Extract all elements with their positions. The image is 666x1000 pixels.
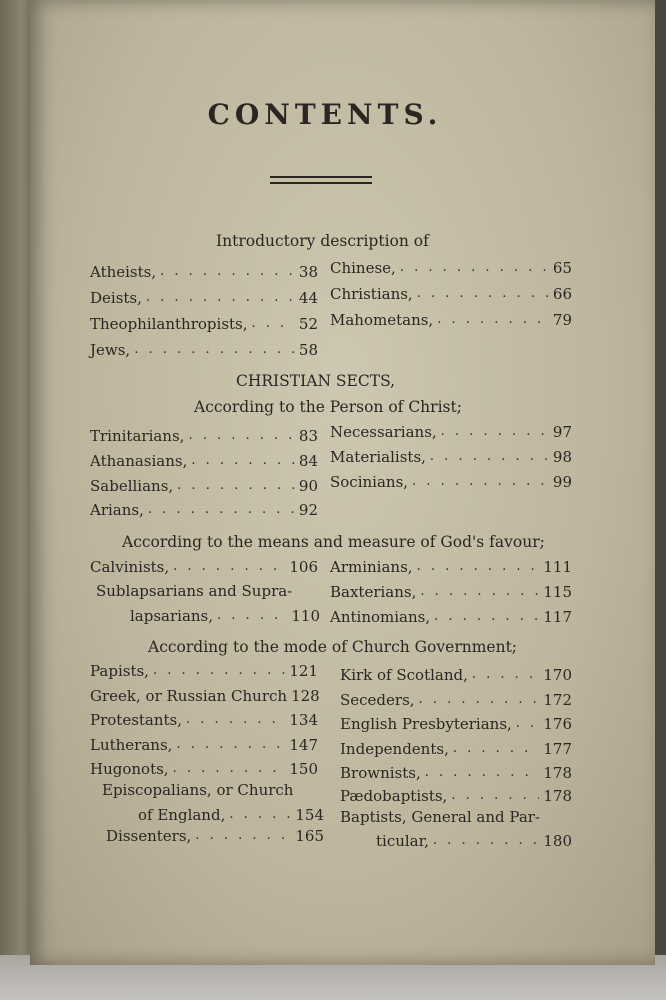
entry-page: 111 bbox=[543, 558, 572, 576]
leader-dots bbox=[176, 735, 285, 755]
entry-name: Lutherans, bbox=[90, 736, 173, 754]
leader-dots bbox=[412, 472, 549, 492]
entry-name: Christians, bbox=[330, 285, 413, 303]
entry-name: Mahometans, bbox=[330, 311, 434, 329]
entry-page: 121 bbox=[289, 662, 318, 680]
toc-entry bbox=[90, 735, 318, 755]
entry-page: 99 bbox=[552, 473, 572, 491]
entry-name: of England, bbox=[138, 806, 226, 824]
leader-dots bbox=[437, 310, 549, 330]
entry-name: English Presbyterians, bbox=[340, 715, 512, 733]
leader-dots bbox=[191, 451, 295, 471]
entry-name: Brownists, bbox=[340, 764, 421, 782]
entry-name: Athanasians, bbox=[90, 452, 188, 470]
entry-page: 180 bbox=[543, 832, 572, 850]
toc-entry bbox=[90, 262, 318, 282]
toc-entry-continued: Baptists, General and Par- bbox=[340, 808, 541, 826]
toc-entry bbox=[90, 314, 318, 334]
leader-dots bbox=[441, 422, 549, 442]
toc-entry-continued: Episcopalians, or Church bbox=[102, 781, 294, 799]
toc-entry bbox=[340, 763, 572, 783]
entry-name: Papists, bbox=[90, 662, 149, 680]
toc-entry bbox=[330, 472, 572, 492]
toc-entry bbox=[90, 426, 318, 446]
entry-page: 150 bbox=[289, 760, 318, 778]
entry-page: 115 bbox=[543, 583, 572, 601]
toc-entry bbox=[330, 422, 572, 442]
toc-entry bbox=[138, 805, 324, 825]
entry-name: Independents, bbox=[340, 740, 449, 758]
entry-name: Chinese, bbox=[330, 259, 396, 277]
government-heading: According to the mode of Church Government; bbox=[148, 638, 518, 656]
leader-dots bbox=[430, 447, 549, 467]
entry-name: Hugonots, bbox=[90, 760, 169, 778]
entry-name: Baxterians, bbox=[330, 583, 417, 601]
toc-entry bbox=[340, 786, 572, 806]
entry-name: lapsarians, bbox=[130, 607, 214, 625]
toc-entry bbox=[330, 258, 572, 278]
toc-entry bbox=[130, 606, 320, 626]
entry-page: 165 bbox=[295, 827, 324, 845]
book-page bbox=[30, 0, 655, 965]
entry-name: Greek, or Russian Church bbox=[90, 687, 288, 705]
entry-name: ticular, bbox=[376, 832, 429, 850]
entry-name: Protestants, bbox=[90, 711, 183, 729]
page-title: CONTENTS. bbox=[207, 98, 443, 131]
entry-name: Socinians, bbox=[330, 473, 409, 491]
favour-heading: According to the means and measure of God's favour; bbox=[122, 533, 545, 551]
leader-dots bbox=[516, 714, 540, 734]
entry-page: 98 bbox=[552, 448, 572, 466]
toc-entry bbox=[330, 557, 572, 577]
toc-entry bbox=[330, 607, 572, 627]
entry-name: Dissenters, bbox=[106, 827, 192, 845]
entry-page: 58 bbox=[298, 341, 318, 359]
toc-entry-continued: Sublapsarians and Supra- bbox=[96, 582, 293, 600]
leader-dots bbox=[146, 288, 295, 308]
leader-dots bbox=[160, 262, 295, 282]
leader-dots bbox=[153, 661, 285, 681]
toc-entry bbox=[330, 310, 572, 330]
entry-page: 92 bbox=[298, 501, 318, 519]
toc-entry bbox=[90, 686, 318, 706]
entry-page: 172 bbox=[543, 691, 572, 709]
entry-name: Necessarians, bbox=[330, 423, 437, 441]
toc-entry bbox=[330, 284, 572, 304]
leader-dots bbox=[217, 606, 287, 626]
leader-dots bbox=[451, 786, 539, 806]
toc-entry bbox=[90, 451, 318, 471]
entry-name: Pædobaptists, bbox=[340, 787, 448, 805]
leader-dots bbox=[417, 557, 540, 577]
leader-dots bbox=[173, 759, 286, 779]
entry-name: Materialists, bbox=[330, 448, 426, 466]
leader-dots bbox=[419, 690, 540, 710]
entry-page: 38 bbox=[298, 263, 318, 281]
leader-dots bbox=[472, 665, 539, 685]
entry-page: 79 bbox=[552, 311, 572, 329]
entry-page: 170 bbox=[543, 666, 572, 684]
entry-page: 154 bbox=[295, 806, 324, 824]
toc-entry bbox=[330, 447, 572, 467]
toc-entry bbox=[330, 582, 572, 602]
toc-entry bbox=[90, 476, 318, 496]
leader-dots bbox=[188, 426, 294, 446]
toc-entry bbox=[340, 714, 572, 734]
leader-dots bbox=[420, 582, 539, 602]
intro-heading: Introductory description of bbox=[216, 232, 429, 250]
entry-name: Jews, bbox=[90, 341, 131, 359]
leader-dots bbox=[148, 500, 295, 520]
entry-page: 178 bbox=[543, 787, 572, 805]
leader-dots bbox=[229, 805, 291, 825]
entry-page: 128 bbox=[291, 687, 320, 705]
entry-page: 65 bbox=[552, 259, 572, 277]
entry-name: Sabellians, bbox=[90, 477, 174, 495]
entry-page: 110 bbox=[291, 607, 320, 625]
toc-entry bbox=[90, 710, 318, 730]
entry-name: Calvinists, bbox=[90, 558, 170, 576]
leader-dots bbox=[252, 314, 295, 334]
leader-dots bbox=[425, 763, 540, 783]
entry-name: Antinomians, bbox=[330, 608, 431, 626]
leader-dots bbox=[417, 284, 549, 304]
entry-page: 90 bbox=[298, 477, 318, 495]
leader-dots bbox=[195, 826, 291, 846]
leader-dots bbox=[134, 340, 295, 360]
toc-entry bbox=[90, 557, 318, 577]
entry-name: Kirk of Scotland, bbox=[340, 666, 468, 684]
toc-entry bbox=[90, 500, 318, 520]
entry-page: 106 bbox=[289, 558, 318, 576]
toc-entry bbox=[90, 759, 318, 779]
entry-page: 97 bbox=[552, 423, 572, 441]
toc-entry bbox=[90, 661, 318, 681]
leader-dots bbox=[433, 831, 539, 851]
entry-name: Arians, bbox=[90, 501, 144, 519]
leader-dots bbox=[434, 607, 539, 627]
entry-page: 44 bbox=[298, 289, 318, 307]
leader-dots bbox=[453, 739, 540, 759]
entry-name: Deists, bbox=[90, 289, 142, 307]
title-rule-lower bbox=[270, 182, 372, 184]
toc-entry bbox=[106, 826, 324, 846]
entry-page: 178 bbox=[543, 764, 572, 782]
toc-entry bbox=[340, 665, 572, 685]
entry-page: 52 bbox=[298, 315, 318, 333]
toc-entry bbox=[376, 831, 572, 851]
entry-name: Seceders, bbox=[340, 691, 415, 709]
entry-page: 177 bbox=[543, 740, 572, 758]
entry-name: Trinitarians, bbox=[90, 427, 185, 445]
toc-entry bbox=[340, 739, 572, 759]
toc-entry bbox=[340, 690, 572, 710]
entry-page: 66 bbox=[552, 285, 572, 303]
entry-name: Atheists, bbox=[90, 263, 157, 281]
entry-page: 176 bbox=[543, 715, 572, 733]
person-heading: According to the Person of Christ; bbox=[194, 398, 462, 416]
sects-heading: CHRISTIAN SECTS, bbox=[236, 372, 396, 390]
leader-dots bbox=[186, 710, 285, 730]
leader-dots bbox=[173, 557, 285, 577]
leader-dots bbox=[400, 258, 549, 278]
leader-dots bbox=[177, 476, 295, 496]
entry-name: Theophilanthropists, bbox=[90, 315, 248, 333]
entry-page: 117 bbox=[543, 608, 572, 626]
entry-page: 147 bbox=[289, 736, 318, 754]
entry-page: 83 bbox=[298, 427, 318, 445]
entry-page: 134 bbox=[289, 711, 318, 729]
toc-entry bbox=[90, 340, 318, 360]
entry-name: Arminians, bbox=[330, 558, 413, 576]
toc-entry bbox=[90, 288, 318, 308]
entry-page: 84 bbox=[298, 452, 318, 470]
title-rule bbox=[270, 176, 372, 178]
